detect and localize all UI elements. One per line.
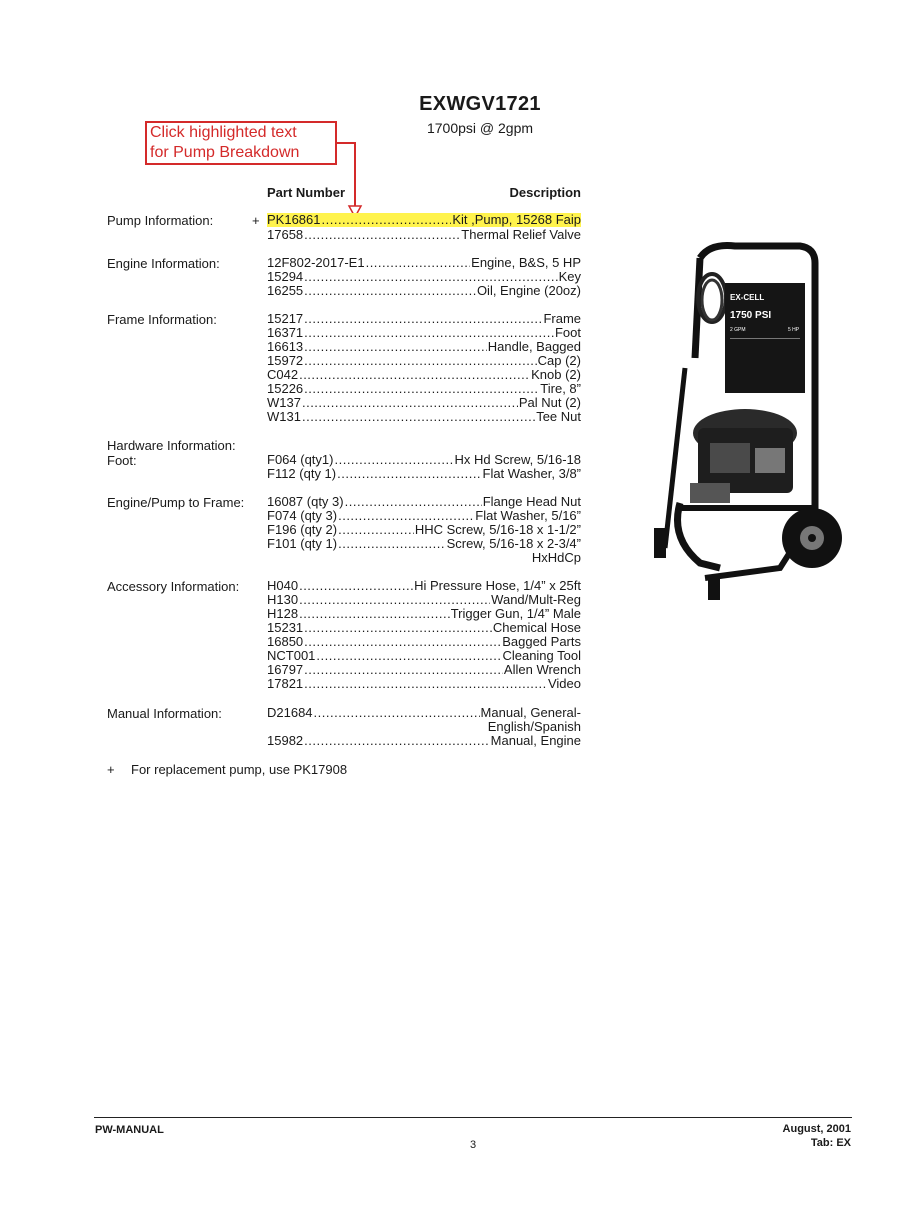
description-continuation: English/Spanish xyxy=(487,719,581,734)
category-hardware: Hardware Information: xyxy=(107,438,236,453)
category-accessory: Accessory Information: xyxy=(107,579,240,594)
part-description: Flat Washer, 5/16” xyxy=(475,508,581,523)
part-number: NCT001 xyxy=(267,648,316,663)
part-number: 16797 xyxy=(267,662,304,677)
photo-brand: EX-CELL xyxy=(730,293,765,302)
footnote-marker: + xyxy=(107,762,115,777)
part-number: 15217 xyxy=(267,311,304,326)
part-row xyxy=(267,312,581,326)
part-number: D21684 xyxy=(267,705,313,720)
part-description: Manual, Engine xyxy=(490,733,581,748)
pressure-washer-image xyxy=(640,238,860,608)
part-number: 15294 xyxy=(267,269,304,284)
footer-manual-name: PW-MANUAL xyxy=(95,1124,164,1136)
part-number: H130 xyxy=(267,592,299,607)
photo-gpm: 2 GPM xyxy=(730,327,746,333)
part-row xyxy=(267,537,581,551)
part-number: 15226 xyxy=(267,381,304,396)
callout-arrow-icon xyxy=(0,0,906,240)
part-row xyxy=(267,579,581,593)
part-row xyxy=(267,734,581,748)
part-row xyxy=(267,495,581,509)
part-row xyxy=(267,621,581,635)
part-description: Handle, Bagged xyxy=(487,339,581,354)
part-row xyxy=(267,382,581,396)
part-number: 15231 xyxy=(267,620,304,635)
part-description: Video xyxy=(547,676,581,691)
part-description: Kit ,Pump, 15268 Faip xyxy=(452,212,581,227)
header-description: Description xyxy=(509,185,581,200)
part-row xyxy=(267,368,581,382)
category-frame: Frame Information: xyxy=(107,312,217,327)
part-description: Flange Head Nut xyxy=(482,494,581,509)
part-row xyxy=(267,607,581,621)
part-description: Wand/Mult-Reg xyxy=(491,592,581,607)
part-description: Thermal Relief Valve xyxy=(461,227,581,242)
header-part-number: Part Number xyxy=(267,185,346,200)
part-number: 16613 xyxy=(267,339,304,354)
part-number: PK16861 xyxy=(267,212,321,227)
part-number: F074 (qty 3) xyxy=(267,508,338,523)
part-description: Foot xyxy=(554,325,581,340)
part-number: H040 xyxy=(267,578,299,593)
part-row xyxy=(267,256,581,270)
part-description: Hx Hd Screw, 5/16-18 xyxy=(454,452,581,467)
part-row xyxy=(267,326,581,340)
part-row xyxy=(267,649,581,663)
part-number: 16371 xyxy=(267,325,304,340)
part-row xyxy=(267,354,581,368)
part-number: 16255 xyxy=(267,283,304,298)
part-row xyxy=(267,453,581,467)
part-description: Bagged Parts xyxy=(502,634,581,649)
part-row xyxy=(267,284,581,298)
footer-date-tab xyxy=(783,1122,851,1150)
part-number: W137 xyxy=(267,395,301,410)
part-description: Tee Nut xyxy=(536,409,581,424)
part-number: F112 (qty 1) xyxy=(267,466,337,481)
part-row xyxy=(267,270,581,284)
part-description: Oil, Engine (20oz) xyxy=(476,283,581,298)
footnote-text: For replacement pump, use PK17908 xyxy=(131,762,348,777)
part-row xyxy=(267,593,581,607)
photo-psi: 1750 PSI xyxy=(730,310,772,321)
part-description: Hi Pressure Hose, 1/4” x 25ft xyxy=(414,578,581,593)
part-row xyxy=(267,635,581,649)
part-number: 17821 xyxy=(267,676,304,691)
part-number: F101 (qty 1) xyxy=(267,536,338,551)
part-description: Cleaning Tool xyxy=(502,648,581,663)
part-description: Trigger Gun, 1/4” Male xyxy=(450,606,581,621)
part-number: 12F802-2017-E1 xyxy=(267,255,365,270)
part-description: Pal Nut (2) xyxy=(518,395,581,410)
pump-row-highlighted-link[interactable] xyxy=(267,213,581,227)
pump-marker: + xyxy=(252,213,260,228)
part-row xyxy=(267,509,581,523)
part-description: Screw, 5/16-18 x 2-3/4” xyxy=(446,536,581,551)
part-description: Manual, General- xyxy=(480,705,581,720)
part-description: Engine, B&S, 5 HP xyxy=(471,255,581,270)
part-number: 17658 xyxy=(267,227,304,242)
part-description: Chemical Hose xyxy=(492,620,581,635)
category-engine-pump-frame: Engine/Pump to Frame: xyxy=(107,495,245,510)
part-number: F064 (qty1) xyxy=(267,452,334,467)
part-description: Tire, 8” xyxy=(540,381,581,396)
part-number: F196 (qty 2) xyxy=(267,522,338,537)
part-row xyxy=(267,677,581,691)
footer-tab: Tab: EX xyxy=(810,1137,851,1149)
part-number: 16087 (qty 3) xyxy=(267,494,344,509)
part-description: Allen Wrench xyxy=(503,662,581,677)
part-row xyxy=(267,523,581,537)
part-row xyxy=(267,228,581,242)
part-row xyxy=(267,706,581,720)
part-description: Flat Washer, 3/8” xyxy=(482,466,581,481)
part-row xyxy=(267,467,581,481)
page-subtitle: 1700psi @ 2gpm xyxy=(426,120,534,136)
part-description: Frame xyxy=(543,311,581,326)
part-row xyxy=(267,410,581,424)
footer-date: August, 2001 xyxy=(782,1123,851,1135)
footer-rule xyxy=(94,1117,852,1118)
part-row xyxy=(267,396,581,410)
part-description: Key xyxy=(558,269,581,284)
part-description: Cap (2) xyxy=(537,353,581,368)
callout-line-1: Click highlighted text xyxy=(150,124,297,141)
page-title: EXWGV1721 xyxy=(419,93,541,115)
part-row xyxy=(267,340,581,354)
category-hardware-foot: Foot: xyxy=(107,453,137,468)
part-description: HHC Screw, 5/16-18 x 1-1/2” xyxy=(414,522,581,537)
part-row xyxy=(267,663,581,677)
category-pump: Pump Information: xyxy=(107,213,214,228)
photo-hp: 5 HP xyxy=(788,327,800,333)
description-continuation: HxHdCp xyxy=(531,550,581,565)
part-number: W131 xyxy=(267,409,301,424)
category-manual: Manual Information: xyxy=(107,706,222,721)
part-number: 16850 xyxy=(267,634,304,649)
part-number: 15982 xyxy=(267,733,304,748)
part-number: C042 xyxy=(267,367,299,382)
part-description: Knob (2) xyxy=(531,367,581,382)
category-engine: Engine Information: xyxy=(107,256,220,271)
page-number: 3 xyxy=(470,1139,477,1151)
part-number: 15972 xyxy=(267,353,304,368)
callout-line-2: for Pump Breakdown xyxy=(150,144,300,161)
part-number: H128 xyxy=(267,606,299,621)
